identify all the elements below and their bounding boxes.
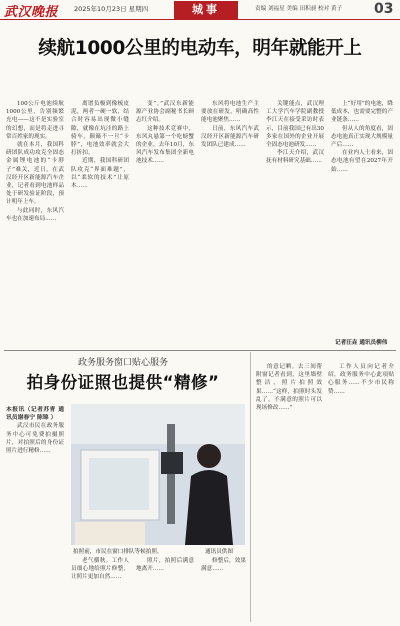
- paragraph: 照片，拍照后满意地离开……: [136, 558, 194, 573]
- paragraph: 这种技术竞赛中，东风丸悬第一个吃螃蟹的企业。去年10月，东风汽车发布集团全新电池技术……: [136, 125, 194, 165]
- page-number: 03: [374, 1, 394, 17]
- paragraph: 日前，东风汽车武汉经开区新能源汽车研发团队已建成……: [201, 125, 259, 149]
- paragraph: 与此同时，东风汽车也在加速布局……: [6, 207, 64, 222]
- editor-credits: 责编 刘福星 美编 田积昶 校对 黄子: [255, 6, 343, 12]
- paragraph: 的意记晒。去三间帮附窗记者看到，这里墙壁整洁，照片拍照效果……“这样，拍照时头发乱了，不满意的照片可以现场修改……”: [256, 364, 322, 412]
- story1-column-4: [201, 100, 259, 325]
- story2-photo: [71, 404, 245, 545]
- paragraph: 关键能点，武汉理工大学汽车学院副教授李江天在接受采访时表示，目前我国已有出30多家在国外的企业开展全固态电池研发……: [266, 101, 324, 149]
- story1-byline: 记者汪垚 通讯员柳伟: [335, 340, 388, 346]
- story2-column-5: [256, 363, 322, 621]
- paragraph: 李江天介绍，武汉抚有材料研究基础……: [266, 150, 324, 165]
- photo-credit: 通讯员供图: [205, 549, 233, 555]
- story2-lede-column: [6, 406, 64, 621]
- paragraph: 变”。”武汉东新能源产业协会副秘书长顾志红介绍。: [136, 101, 194, 124]
- paragraph: 但从人的角度看，固态电池真正实现大规模量产后……: [331, 125, 393, 149]
- paragraph: 在业内人士看来，固态电池有望在2027年开始……: [331, 150, 393, 173]
- paragraph: 上“好用”的电池，降低成本，也需要完整的产业链条……: [331, 101, 393, 124]
- story2-column-6: [328, 363, 394, 621]
- paragraph: 修整后，效果满意……: [201, 558, 246, 573]
- story2-column-3: [136, 557, 194, 621]
- story1-column-5: [266, 100, 324, 325]
- story2-headline: 拍身份证照也提供“精修”: [26, 373, 220, 392]
- newspaper-logo: 武汉晚报: [4, 5, 59, 20]
- paragraph: 老气横秋。工作人员细心地给照片修整，让照片更加自然……: [71, 558, 129, 581]
- photo-caption: 拍照前，市民在窗口排队等候拍照。: [73, 549, 163, 555]
- paragraph: 武汉市民在政务服务中心可免费拍摄照片，对拍照后的身份证照片进行精修……: [6, 423, 64, 455]
- paragraph: 就在本月，我国科研团队成功攻克全固态金属锂电池的“卡脖子”难关，近日，在武汉经开区新能源汽车企业，记者看到电池样品处于研发验证阶段，预计明年上车。: [6, 142, 64, 206]
- paragraph: 离谱负极到像梳皮泥，两者一硬一软，结合时容易出现微小缝隙，就像在坑洼的路上骑车，颠簸不一旦“卡脖”，电池效率就会大打折扣。: [71, 101, 129, 157]
- masthead: [0, 0, 400, 20]
- story2-kicker: 政务服务窗口贴心服务: [77, 358, 168, 368]
- paragraph: 100公斤电池续航1000公里，告别频繁充电——这不是实验室的幻想，而是将走进寻常百姓家的现实。: [6, 101, 64, 140]
- story1-column-2: [71, 100, 129, 325]
- story2-column-4: [201, 557, 246, 621]
- story1-column-3: [136, 100, 194, 325]
- story2-column-2: [71, 557, 129, 621]
- paragraph: 工作人员向记者介绍，政务服务中心此项贴心服务……不少市民称赞……: [328, 364, 394, 395]
- paragraph: 东风将电池生产主要放在研发，明确高性能电池聚焦……: [201, 101, 259, 124]
- section-divider: [4, 350, 396, 351]
- story1-headline: 续航1000公里的电动车，明年就能开上: [38, 38, 362, 59]
- issue-dateline: 2025年10月23日 星期四: [74, 5, 149, 13]
- photo-illustration: [71, 404, 245, 545]
- paragraph: 近期，我国科研团队攻克“界面难题”，以“柔软的技术”让原本……: [71, 158, 129, 190]
- story1-column-1: [6, 100, 64, 325]
- column-divider: [250, 352, 251, 622]
- story1-column-6: [331, 100, 393, 325]
- section-label: 城事: [174, 1, 238, 19]
- story2-dateline: 本报讯（记者苏青 通讯员谢春宁 陈锦 ）: [6, 407, 64, 422]
